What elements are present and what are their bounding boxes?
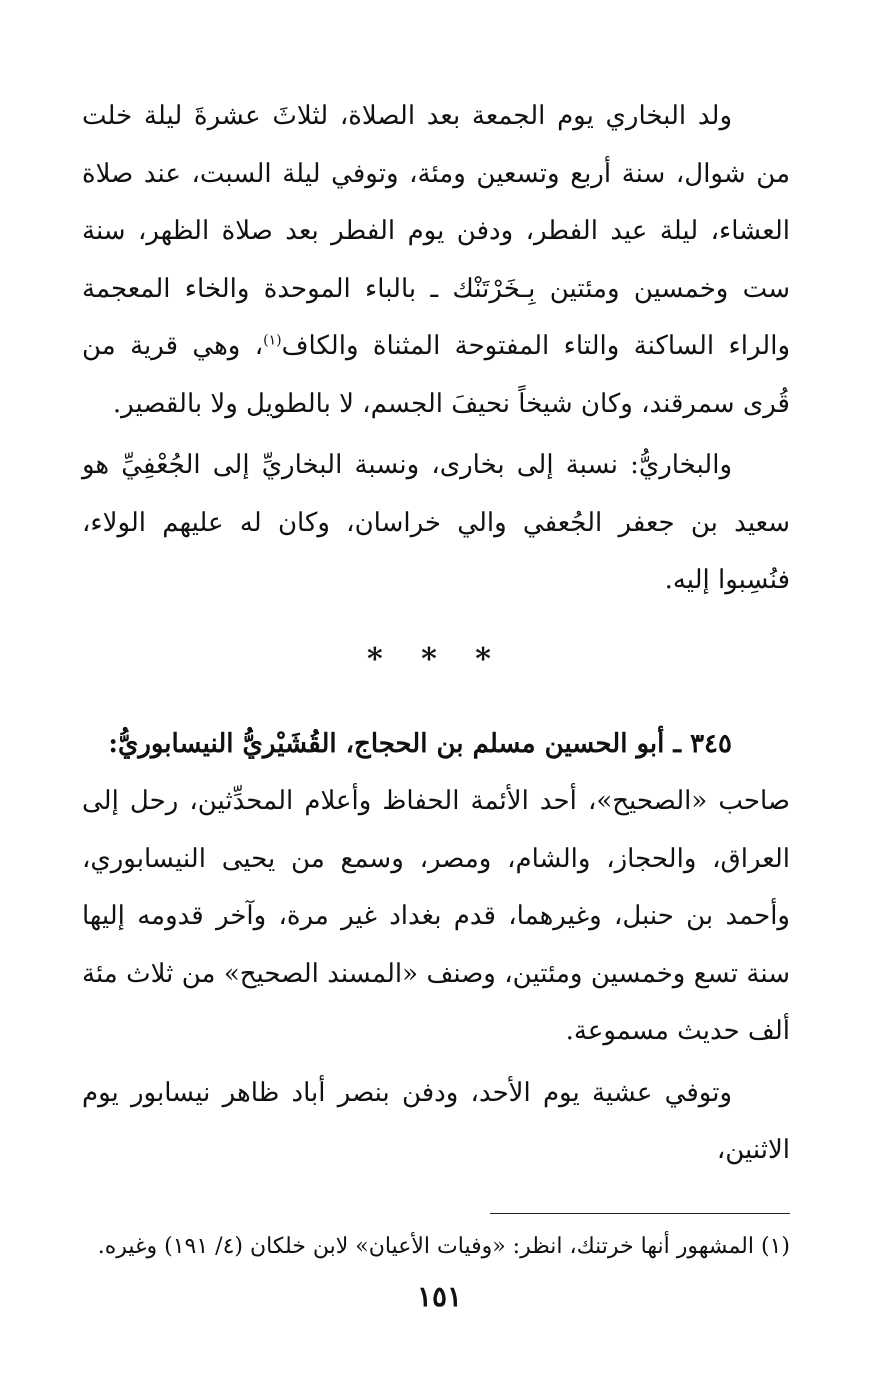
paragraph-bukhari-nisba: [82, 437, 790, 610]
entry-heading: ٣٤٥ ـ أبو الحسين مسلم بن الحجاج، القُشَيْريُّ النيسابوريُّ:: [108, 728, 732, 759]
paragraph-text: وتوفي عشية يوم الأحد، ودفن بنصر أباد ظاهر نيسابور يوم الاثنين،: [82, 1077, 790, 1165]
footnote-divider: [490, 1213, 790, 1214]
paragraph-text: والبخاريُّ: نسبة إلى بخارى، ونسبة البخاريِّ إلى الجُعْفِيِّ هو سعيد بن جعفر الجُعفي والي خراسان، وكان له عليهم الولاء، فنُسِبوا إليه.: [82, 450, 790, 595]
page-number: ١٥١: [416, 1280, 463, 1313]
footnote-reference[interactable]: (١): [263, 332, 282, 349]
page-body: [82, 88, 790, 1378]
paragraph-text: ولد البخاري يوم الجمعة بعد الصلاة، لثلاثَ عشرةَ ليلة خلت من شوال، سنة أربع وتسعين ومئة، وتوفي ليلة السبت، عند صلاة العشاء، ليلة عيد الفطر، ودفن يوم الفطر بعد صلاة الظهر، سنة ست وخمسين ومئتين بِـخَرْتَنْك ـ بالباء الموحدة والخاء المعجمة والراء الساكنة والتاء المفتوحة المثناة والكاف: [82, 101, 790, 361]
section-break-asterisks: * * *: [367, 641, 505, 677]
paragraph-bukhari-birth-death: [82, 88, 790, 433]
paragraph-text-continued: ، وهي قرية من قُرى سمرقند، وكان شيخاً نحيفَ الجسم، لا بالطويل ولا بالقصير.: [82, 331, 790, 419]
footnote: (١) المشهور أنها خرتنك، انظر: «وفيات الأعيان» لابن خلكان (٤/ ١٩١) وغيره.: [97, 1233, 790, 1259]
entry-muslim-death: [82, 1065, 790, 1180]
entry-body-text: صاحب «الصحيح»، أحد الأئمة الحفاظ وأعلام المحدِّثين، رحل إلى العراق، والحجاز، والشام، ومصر، وسمع من يحيى النيسابوري، وأحمد بن حنبل، وغيرهما، قدم بغداد غير مرة، وآخر قدومه إليها سنة تسع وخمسين ومئتين، وصنف «المسند الصحيح» من ثلاث مئة ألف حديث مسموعة.: [82, 786, 790, 1046]
entry-muslim: [82, 716, 790, 1061]
